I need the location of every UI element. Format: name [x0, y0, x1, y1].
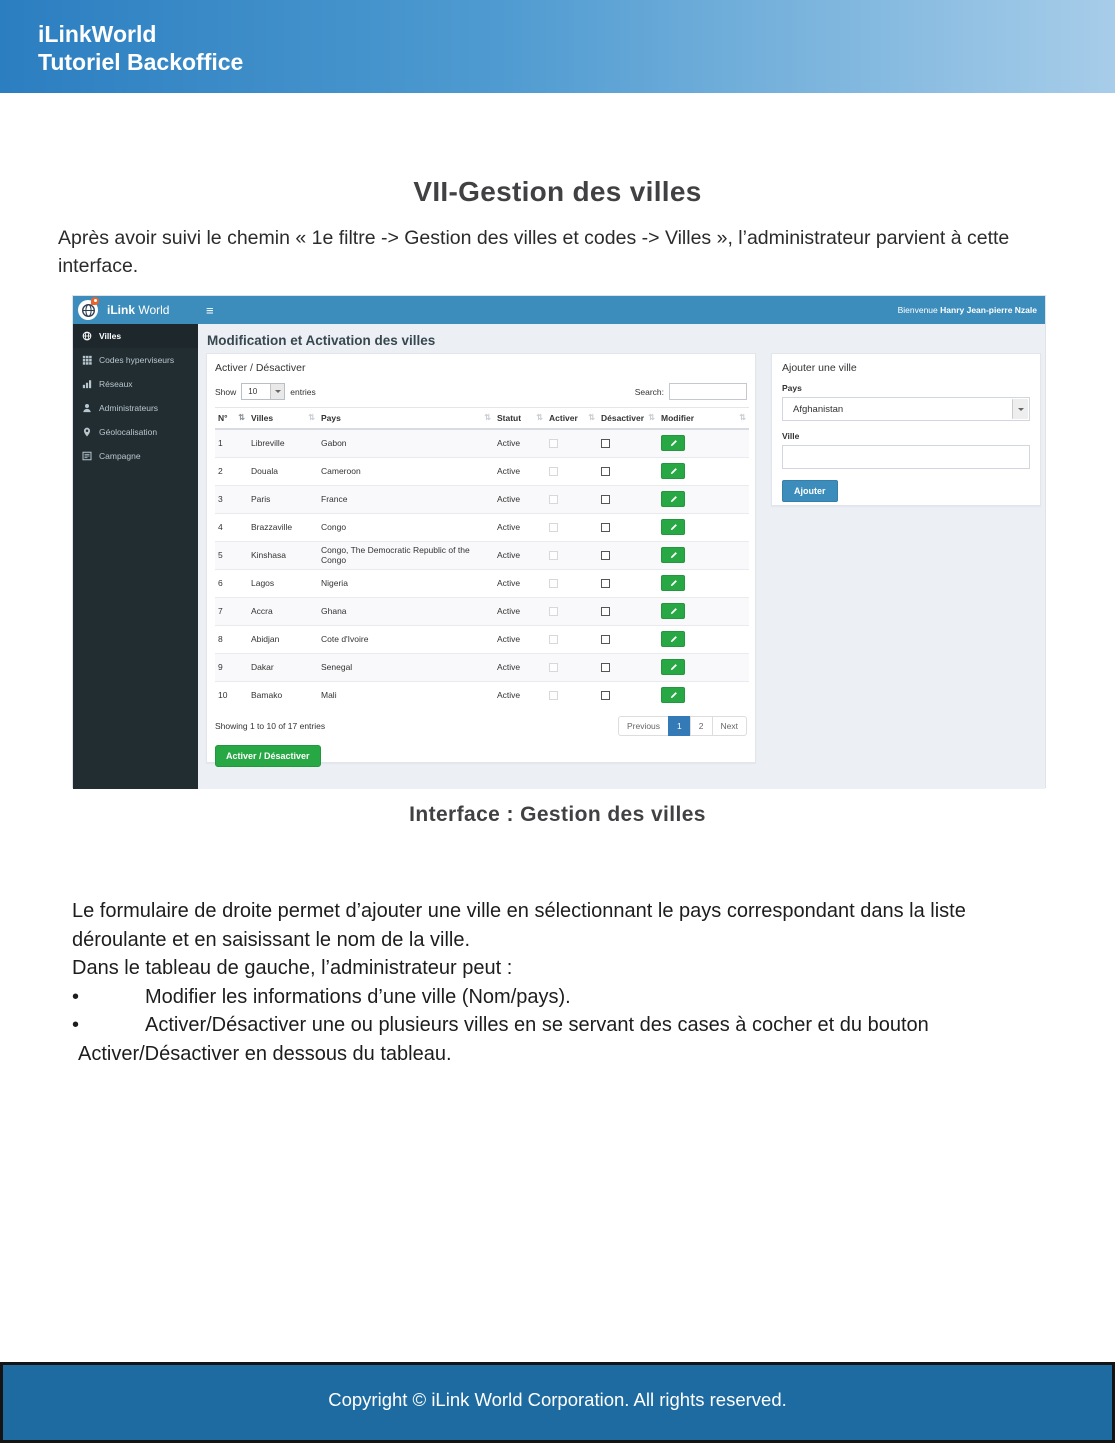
activer-checkbox[interactable]: [549, 467, 558, 476]
activer-checkbox[interactable]: [549, 663, 558, 672]
brand-title: iLinkWorld: [38, 21, 157, 47]
desactiver-checkbox[interactable]: [601, 635, 610, 644]
sidebar-item-label: Villes: [99, 331, 122, 341]
bar-chart-icon: [82, 379, 92, 389]
desactiver-checkbox[interactable]: [601, 691, 610, 700]
bullet-continuation: Activer/Désactiver en dessous du tableau.: [78, 1042, 452, 1065]
sort-icon[interactable]: ⇅: [648, 413, 655, 422]
sidebar-item-administrateurs[interactable]: [73, 396, 198, 420]
desactiver-checkbox[interactable]: [601, 467, 610, 476]
edit-button[interactable]: [661, 603, 685, 619]
desactiver-checkbox[interactable]: [601, 663, 610, 672]
desactiver-cell: [598, 569, 658, 597]
intro-paragraph: Après avoir suivi le chemin « 1e filtre -> Gestion des villes et codes -> Villes », l’administrateur parvient à cette interface.: [58, 227, 1010, 277]
bullet-text: Modifier les informations d’une ville (Nom/pays).: [145, 985, 571, 1008]
row-number: 4: [215, 513, 248, 541]
activer-checkbox[interactable]: [549, 635, 558, 644]
table-row: [215, 485, 749, 513]
activer-checkbox[interactable]: [549, 607, 558, 616]
sort-icon[interactable]: ⇅: [739, 413, 746, 422]
add-city-button[interactable]: Ajouter: [782, 480, 838, 502]
map-marker-icon: [82, 427, 92, 437]
bullet-item: [72, 983, 1040, 1012]
activer-cell: [546, 653, 598, 681]
welcome-text: [898, 305, 1037, 315]
row-number: 1: [215, 429, 248, 457]
status-text: Active: [494, 681, 546, 709]
table-row: [215, 429, 749, 457]
column-header-label: N°: [218, 413, 228, 423]
status-text: Active: [494, 485, 546, 513]
activer-cell: [546, 457, 598, 485]
pencil-icon: [669, 551, 678, 560]
sidebar-item-label: Géolocalisation: [99, 427, 158, 437]
desactiver-checkbox[interactable]: [601, 551, 610, 560]
activer-cell: [546, 681, 598, 709]
pencil-icon: [669, 635, 678, 644]
desactiver-checkbox[interactable]: [601, 579, 610, 588]
country-name: France: [318, 485, 494, 513]
desactiver-cell: [598, 457, 658, 485]
desactiver-checkbox[interactable]: [601, 523, 610, 532]
show-label: Show: [215, 386, 237, 397]
add-panel-title: Ajouter une ville: [782, 362, 857, 374]
sidebar-item-r-seaux[interactable]: [73, 372, 198, 396]
pencil-icon: [669, 495, 678, 504]
city-name: Abidjan: [248, 625, 318, 653]
pagination-next[interactable]: Next: [712, 716, 747, 736]
table-search: [635, 383, 747, 400]
welcome-prefix: Bienvenue: [897, 305, 941, 315]
sidebar-item-label: Administrateurs: [99, 403, 159, 413]
country-name: Nigeria: [318, 569, 494, 597]
status-text: Active: [494, 429, 546, 457]
city-name: Bamako: [248, 681, 318, 709]
city-name: Brazzaville: [248, 513, 318, 541]
activer-checkbox[interactable]: [549, 495, 558, 504]
document-footer: [0, 1362, 1115, 1443]
desactiver-cell: [598, 597, 658, 625]
show-entries: [215, 383, 316, 400]
sort-icon[interactable]: ⇅: [238, 413, 245, 422]
modifier-cell: [658, 681, 749, 709]
activer-checkbox[interactable]: [549, 691, 558, 700]
edit-button[interactable]: [661, 631, 685, 647]
bullet-text: Activer/Désactiver une ou plusieurs villes en se servant des cases à cocher et du bouton: [145, 1014, 929, 1036]
pagination: [619, 716, 747, 736]
edit-button[interactable]: [661, 547, 685, 563]
row-number: 10: [215, 681, 248, 709]
desactiver-checkbox[interactable]: [601, 495, 610, 504]
status-text: Active: [494, 457, 546, 485]
status-text: Active: [494, 569, 546, 597]
sidebar-item-campagne[interactable]: [73, 444, 198, 468]
edit-button[interactable]: [661, 659, 685, 675]
city-name: Dakar: [248, 653, 318, 681]
brand-logo-icon: [78, 300, 98, 320]
admin-body: [73, 324, 1045, 789]
pencil-icon: [669, 439, 678, 448]
column-header-label: Statut: [497, 413, 522, 423]
add-city-panel: [771, 353, 1041, 506]
edit-button[interactable]: [661, 463, 685, 479]
table-row: [215, 569, 749, 597]
sort-icon[interactable]: ⇅: [308, 413, 315, 422]
city-name-input[interactable]: [782, 445, 1030, 469]
modifier-cell: [658, 457, 749, 485]
modifier-cell: [658, 597, 749, 625]
menu-toggle-icon[interactable]: ≡: [206, 302, 214, 318]
entries-label: entries: [290, 386, 316, 397]
row-number: 9: [215, 653, 248, 681]
column-header-label: Villes: [251, 413, 274, 423]
city-name: Libreville: [248, 429, 318, 457]
table-header-row: [215, 408, 749, 430]
sort-icon[interactable]: ⇅: [588, 413, 595, 422]
activer-cell: [546, 429, 598, 457]
page-size-value: 10: [248, 387, 258, 396]
column-header-n-[interactable]: [215, 408, 248, 430]
edit-button[interactable]: [661, 519, 685, 535]
body-paragraph-1: Le formulaire de droite permet d’ajouter une ville en sélectionnant le pays correspondant dans la liste déroulante et en saisissant le nom de la ville.: [72, 900, 966, 951]
sidebar: [73, 324, 198, 789]
status-text: Active: [494, 625, 546, 653]
activer-cell: [546, 597, 598, 625]
pencil-icon: [669, 691, 678, 700]
country-name: Ghana: [318, 597, 494, 625]
status-text: Active: [494, 513, 546, 541]
chevron-down-icon: [1012, 399, 1028, 419]
welcome-username: Hanry Jean-pierre Nzale: [940, 305, 1037, 315]
top-navbar: [73, 296, 1045, 324]
copyright-text: Copyright © iLink World Corporation. All rights reserved.: [328, 1389, 787, 1410]
pencil-icon: [669, 523, 678, 532]
search-input[interactable]: [669, 383, 747, 400]
modifier-cell: [658, 513, 749, 541]
body-paragraph-2: Dans le tableau de gauche, l’administrateur peut :: [72, 957, 513, 979]
cities-table: [215, 407, 749, 709]
status-text: Active: [494, 653, 546, 681]
map-pin-icon: [91, 297, 99, 305]
activer-checkbox[interactable]: [549, 551, 558, 560]
grid-icon: [82, 355, 92, 365]
activer-cell: [546, 569, 598, 597]
pagination-page-2[interactable]: 2: [690, 716, 713, 736]
desactiver-cell: [598, 485, 658, 513]
bulk-activate-deactivate-button[interactable]: Activer / Désactiver: [215, 745, 321, 767]
modifier-cell: [658, 653, 749, 681]
desactiver-checkbox[interactable]: [601, 607, 610, 616]
edit-button[interactable]: [661, 491, 685, 507]
column-header-label: Pays: [321, 413, 341, 423]
activer-checkbox[interactable]: [549, 439, 558, 448]
row-number: 6: [215, 569, 248, 597]
ville-label: Ville: [782, 431, 800, 441]
brand[interactable]: [73, 296, 198, 324]
bullet-item: [72, 1011, 1040, 1040]
page-size-select[interactable]: [241, 383, 285, 400]
activer-checkbox[interactable]: [549, 523, 558, 532]
modifier-cell: [658, 569, 749, 597]
city-name: Paris: [248, 485, 318, 513]
column-header-activer[interactable]: [546, 408, 598, 430]
row-number: 5: [215, 541, 248, 569]
row-number: 8: [215, 625, 248, 653]
sidebar-item-g-olocalisation[interactable]: [73, 420, 198, 444]
row-number: 2: [215, 457, 248, 485]
modifier-cell: [658, 541, 749, 569]
sidebar-item-label: Codes hyperviseurs: [99, 355, 175, 365]
pencil-icon: [669, 467, 678, 476]
pays-label: Pays: [782, 383, 802, 393]
country-name: Mali: [318, 681, 494, 709]
globe-icon: [82, 331, 92, 341]
status-text: Active: [494, 541, 546, 569]
column-header-label: Activer: [549, 413, 578, 423]
desactiver-cell: [598, 653, 658, 681]
desactiver-checkbox[interactable]: [601, 439, 610, 448]
bullet-marker: •: [72, 1014, 80, 1036]
column-header-modifier[interactable]: [658, 408, 749, 430]
user-icon: [82, 403, 92, 413]
pencil-icon: [669, 579, 678, 588]
sidebar-item-villes[interactable]: [73, 324, 198, 348]
brand-name: [107, 303, 169, 317]
sort-icon[interactable]: ⇅: [536, 413, 543, 422]
desactiver-cell: [598, 541, 658, 569]
navbar-right: [198, 296, 1045, 324]
sidebar-item-codes-hyperviseurs[interactable]: [73, 348, 198, 372]
body-text: [72, 897, 1040, 1068]
modifier-cell: [658, 429, 749, 457]
activer-checkbox[interactable]: [549, 579, 558, 588]
content-area: [198, 324, 1045, 789]
figure-caption: Interface : Gestion des villes: [409, 803, 706, 826]
country-name: Cote d'Ivoire: [318, 625, 494, 653]
desactiver-cell: [598, 513, 658, 541]
pagination-page-1[interactable]: 1: [668, 716, 691, 736]
table-row: [215, 597, 749, 625]
journal-icon: [82, 451, 92, 461]
admin-screenshot: [72, 295, 1046, 788]
brand-name-regular: World: [138, 303, 170, 317]
country-name: Senegal: [318, 653, 494, 681]
activer-cell: [546, 513, 598, 541]
page-title: VII-Gestion des villes: [413, 176, 702, 207]
edit-button[interactable]: [661, 435, 685, 451]
row-number: 3: [215, 485, 248, 513]
status-text: Active: [494, 597, 546, 625]
activer-cell: [546, 625, 598, 653]
country-name: Gabon: [318, 429, 494, 457]
pencil-icon: [669, 663, 678, 672]
city-name: Douala: [248, 457, 318, 485]
edit-button[interactable]: [661, 575, 685, 591]
country-name: Cameroon: [318, 457, 494, 485]
edit-button[interactable]: [661, 687, 685, 703]
modifier-cell: [658, 625, 749, 653]
brand-name-bold: iLink: [107, 303, 136, 317]
country-select-value: Afghanistan: [793, 404, 844, 415]
table-row: [215, 681, 749, 709]
sidebar-item-label: Réseaux: [99, 379, 133, 389]
table-row: [215, 513, 749, 541]
showing-entries-text: Showing 1 to 10 of 17 entries: [215, 721, 326, 731]
table-row: [215, 541, 749, 569]
country-select[interactable]: [782, 397, 1030, 421]
city-name: Lagos: [248, 569, 318, 597]
pencil-icon: [669, 607, 678, 616]
document-subtitle: Tutoriel Backoffice: [38, 49, 244, 75]
document-header: [0, 0, 1115, 93]
row-number: 7: [215, 597, 248, 625]
search-label: Search:: [634, 386, 664, 397]
bullet-marker: •: [72, 985, 80, 1008]
city-name: Kinshasa: [248, 541, 318, 569]
pagination-previous[interactable]: Previous: [618, 716, 669, 736]
desactiver-cell: [598, 681, 658, 709]
column-header-label: Modifier: [661, 413, 695, 423]
city-name: Accra: [248, 597, 318, 625]
sidebar-item-label: Campagne: [99, 451, 141, 461]
column-header-villes[interactable]: [248, 408, 318, 430]
desactiver-cell: [598, 625, 658, 653]
content-heading: Modification et Activation des villes: [207, 333, 436, 348]
column-header-statut[interactable]: [494, 408, 546, 430]
modifier-cell: [658, 485, 749, 513]
table-toolbar: [215, 383, 747, 400]
country-name: Congo, The Democratic Republic of the Congo: [318, 541, 494, 569]
chevron-down-icon: [270, 384, 284, 399]
column-header-d-sactiver[interactable]: [598, 408, 658, 430]
table-row: [215, 625, 749, 653]
column-header-label: Désactiver: [601, 413, 645, 423]
desactiver-cell: [598, 429, 658, 457]
column-header-pays[interactable]: [318, 408, 494, 430]
activer-cell: [546, 485, 598, 513]
activer-cell: [546, 541, 598, 569]
table-row: [215, 457, 749, 485]
country-name: Congo: [318, 513, 494, 541]
cities-table-panel: [206, 353, 756, 763]
table-row: [215, 653, 749, 681]
table-footer: [215, 716, 747, 736]
table-panel-title: Activer / Désactiver: [215, 362, 306, 374]
sort-icon[interactable]: ⇅: [484, 413, 491, 422]
